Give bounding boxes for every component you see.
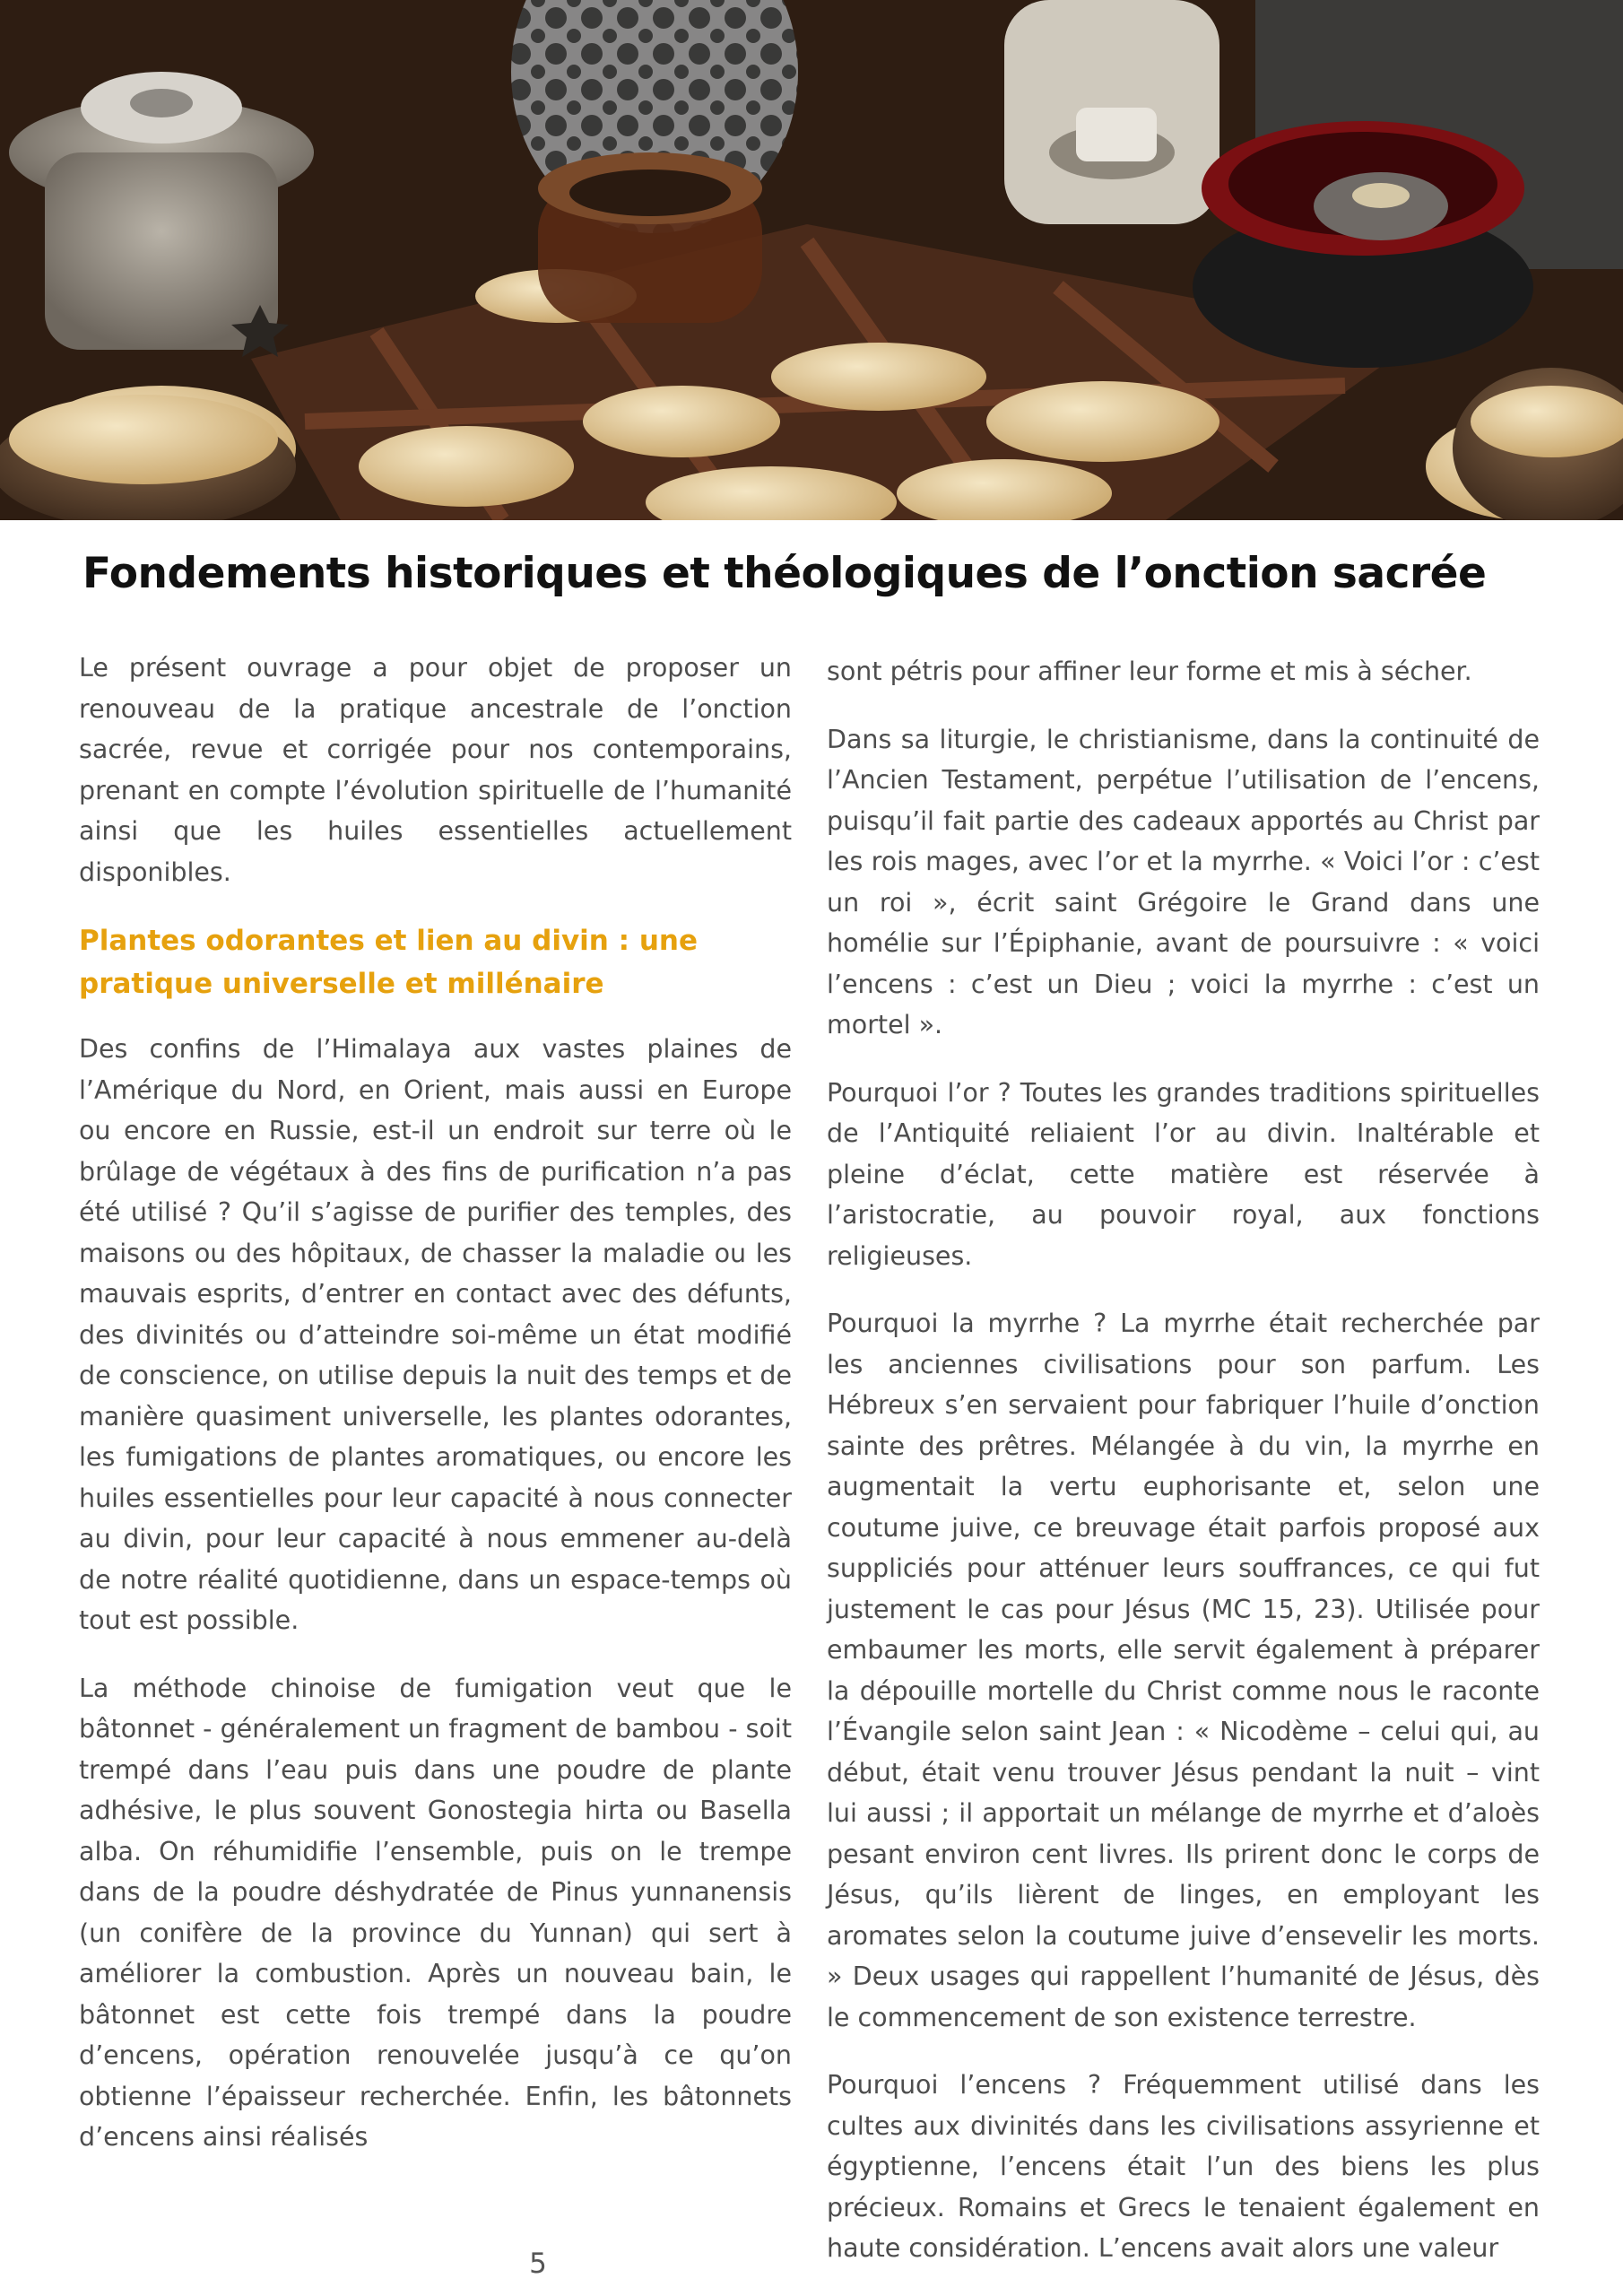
section-subheading: Plantes odorantes et lien au divin : une pratique universelle et millénaire (79, 925, 698, 1000)
left-column (79, 648, 792, 2185)
right-column (827, 651, 1540, 2296)
body-paragraph: Pourquoi l’encens ? Fréquemment utilisé dans les cultes aux divinités dans les civilisations assyrienne et égyptienne, l’encens était l’un des biens les plus précieux. Romains et Grecs le tenaient également en haute considération. L’encens avait alors une valeur (827, 2070, 1540, 2263)
body-paragraph: Pourquoi l’or ? Toutes les grandes traditions spirituelles de l’Antiquité reliaient l’or au divin. Inaltérable et pleine d’éclat, cette matière est réservée à l’aristocratie, au pouvoir royal, aux fonctions religieuses. (827, 1077, 1540, 1271)
page-number: 5 (529, 2248, 547, 2280)
page-title: Fondements historiques et théologiques de l’onction sacrée (82, 549, 1487, 598)
body-paragraph: Pourquoi la myrrhe ? La myrrhe était recherchée par les anciennes civilisations pour son parfum. Les Hébreux s’en servaient pour fabriquer l’huile d’onction sainte des prêtres. Mélangée à du vin, la myrrhe en augmentait la vertu euphorisante et, selon une coutume juive, ce breuvage était parfois proposé aux suppliciés pour atténuer leurs souffrances, ce qui fut justement le cas pour Jésus (MC 15, 23). Utilisée pour embaumer les morts, elle servit également à préparer la dépouille mortelle du Christ comme nous le raconte l’Évangile selon saint Jean : « Nicodème – celui qui, au début, était venu trouver Jésus pendant la nuit – vint lui aussi ; il apportait un mélange de myrrhe et d’aloès pesant environ cent livres. Ils prirent donc le corps de Jésus, qu’ils lièrent de linges, en employant les aromates selon la coutume juive d’ensevelir les morts. » Deux usages qui rappellent l’humanité de Jésus, dès le commencement de son existence terrestre. (827, 1309, 1540, 2032)
body-paragraph: Dans sa liturgie, le christianisme, dans la continuité de l’Ancien Testament, perpétue l’utilisation de l’encens, puisqu’il fait partie des cadeaux apportés au Christ par les rois mages, avec l’or et la myrrhe. « Voici l’or : c’est un roi », écrit saint Grégoire le Grand dans une homélie sur l’Épiphanie, avant de poursuivre : « voici l’encens : c’est un Dieu ; voici la myrrhe : c’est un mortel ». (827, 724, 1540, 1039)
body-paragraph: Des confins de l’Himalaya aux vastes plaines de l’Amérique du Nord, en Orient, mais aussi en Europe ou encore en Russie, est-il un endroit sur terre où le brûlage de végétaux à des fins de purification n’a pas été utilisé ? Qu’il s’agisse de purifier des temples, des maisons ou des hôpitaux, de chasser la maladie ou les mauvais esprits, d’entrer en contact avec des défunts, des divinités ou d’atteindre soi-même un état modifié de conscience, on utilise depuis la nuit des temps et de manière quasiment universelle, les plantes odorantes, les fumigations de plantes aromatiques, ou encore les huiles essentielles pour leur capacité à nous connecter au divin, pour leur capacité à nous emmener au-delà de notre réalité quotidienne, dans un espace-temps où tout est possible. (79, 1034, 792, 1635)
intro-paragraph: Le présent ouvrage a pour objet de proposer un renouveau de la pratique ancestrale de l’onction sacrée, revue et corrigée pour nos contemporains, prenant en compte l’évolution spirituelle de l’humanité ainsi que les huiles essentielles actuellement disponibles. (79, 653, 792, 887)
incense-scene-illustration (0, 0, 1623, 520)
body-paragraph: sont pétris pour affiner leur forme et mis à sécher. (827, 657, 1472, 686)
hero-photo (0, 0, 1623, 520)
body-paragraph: La méthode chinoise de fumigation veut que le bâtonnet - généralement un fragment de bambou - soit trempé dans l’eau puis dans une poudre de plante adhésive, le plus souvent Gonostegia hirta ou Basella alba. On réhumidifie l’ensemble, puis on le trempe dans de la poudre déshydratée de Pinus yunnanensis (un conifère de la province du Yunnan) qui sert à améliorer la combustion. Après un nouveau bain, le bâtonnet est cette fois trempé dans la poudre d’encens, opération renouvelée jusqu’à ce qu’on obtienne l’épaisseur recherchée. Enfin, les bâtonnets d’encens ainsi réalisés (79, 1673, 792, 2152)
